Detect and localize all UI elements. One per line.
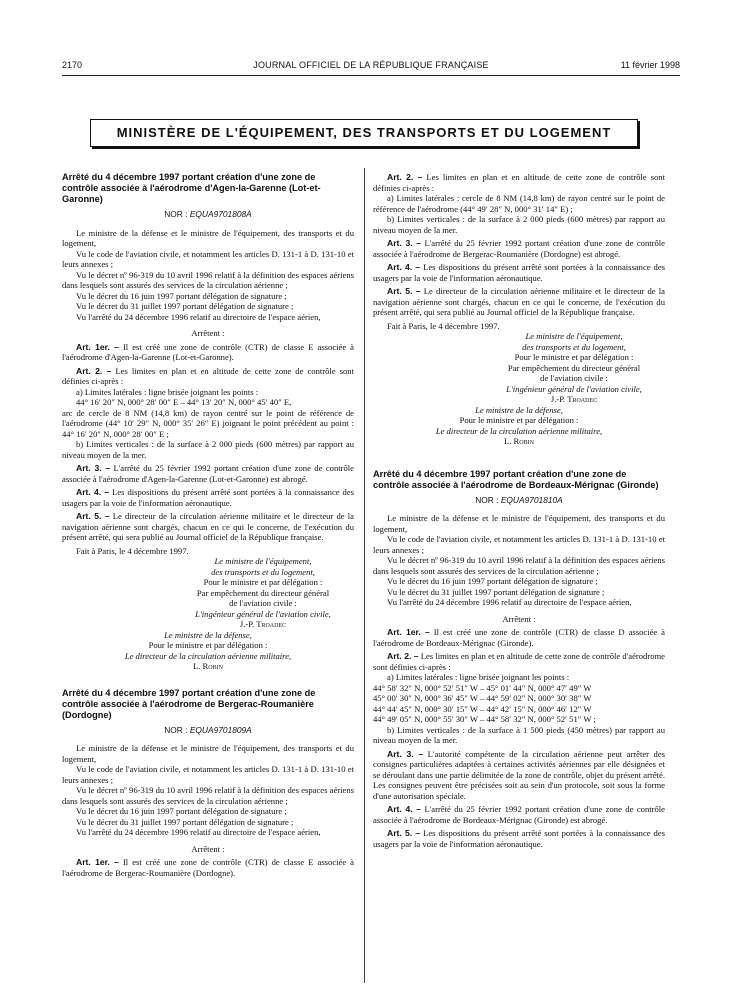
visa: Vu le code de l'aviation civile, et notamment les articles D. 131-1 à D. 131-10 et leurs annexes ; <box>373 534 665 555</box>
article-3: Art. 3. – L'autorité compétente de la circulation aérienne peut arrêter des consignes particulières adaptées à certaines activités aériennes par elle désignées et se déroulant dans une partie délimitée de la zone de contrôle, objet du présent arrêté. Les consignes peuvent être précisées soit au sein d'un protocole, soit sous la forme d'une autorisation spéciale. <box>373 748 665 801</box>
article-5: Art. 5. – Le directeur de la circulation aérienne militaire et le directeur de la navigation aérienne sont chargés, chacun en ce qui le concerne, de l'exécution du présent arrêté, qui sera publié au Journal officiel de la République française. <box>62 511 354 542</box>
signatory-line: Le ministre de la défense, <box>164 629 252 640</box>
signatory-line: Pour le ministre et par délégation : <box>459 415 579 425</box>
signatory-name: J.-P. Troadec <box>239 619 287 629</box>
signatory-line: Le directeur de la circulation aérienne militaire, <box>124 650 292 661</box>
visa: Vu le décret nº 96-319 du 10 avril 1996 relatif à la définition des espaces aériens dans lesquels sont assurés des services de la circulation aérienne ; <box>62 269 354 290</box>
signatory-line: Pour le ministre et par délégation : <box>514 352 634 362</box>
left-column <box>62 172 354 878</box>
header-rule <box>62 75 680 76</box>
article-5: Art. 5. – Le directeur de la circulation aérienne militaire et le directeur de la navigation aérienne sont chargés, chacun en ce qui le concerne, de l'exécution du présent arrêté, qui sera publié au Journal officiel de la République française. <box>373 286 665 317</box>
decree-title-bordeaux: Arrêté du 4 décembre 1997 portant création d'une zone de contrôle associée à l'aérodrome de Bordeaux-Mérignac (Gironde) <box>373 468 659 490</box>
visa: Vu l'arrêté du 24 décembre 1996 relatif au directoire de l'espace aérien, <box>387 597 632 607</box>
page-number: 2170 <box>62 60 83 70</box>
visa: Vu le décret du 16 juin 1997 portant délégation de signature ; <box>76 806 287 816</box>
visa: Vu le code de l'aviation civile, et notamment les articles D. 131-1 à D. 131-10 et leurs annexes ; <box>62 248 354 269</box>
visa: Vu le décret du 31 juillet 1997 portant délégation de signature ; <box>387 586 605 597</box>
signature-date: Fait à Paris, le 4 décembre 1997. <box>76 545 189 556</box>
visa: Vu le décret du 31 juillet 1997 portant délégation de signature ; <box>76 301 294 311</box>
visa: Vu le décret nº 96-319 du 10 avril 1996 relatif à la définition des espaces aériens dans lesquels sont assurés des services de la circulation aérienne ; <box>62 785 354 806</box>
signatory-line: Le directeur de la circulation aérienne militaire, <box>435 425 603 436</box>
signatory-line: Par empêchement du directeur général <box>507 362 641 373</box>
lateral-limits: a) Limites latérales : ligne brisée joignant les points : <box>76 386 259 397</box>
signatory-line: de l'aviation civile : <box>540 373 608 383</box>
coordinates: 44° 44′ 45″ N, 000° 30′ 15″ W – 44° 42′ 15″ N, 000° 46′ 12″ W <box>373 703 592 714</box>
article-4: Art. 4. – Les dispositions du présent arrêté sont portées à la connaissance des usagers par la voie de l'information aéronautique. <box>373 262 665 283</box>
decree-title-agen: Arrêté du 4 décembre 1997 portant création d'une zone de contrôle associée à l'aérodrome d'Agen-la-Garenne (Lot-et-Garonne) <box>62 172 321 204</box>
article-1: Art. 1er. – Il est créé une zone de contrôle (CTR) de classe E associée à l'aérodrome d'Agen-la-Garenne (Lot-et-Garonne). <box>62 341 354 362</box>
vertical-limits: b) Limites verticales : de la surface à 2 000 pieds (600 mètres) par rapport au niveau moyen de la mer. <box>62 439 354 460</box>
signatory-name: J.-P. Troadec <box>550 394 598 404</box>
coordinates: 44° 58′ 32″ N, 000° 52′ 51″ W – 45° 01′ 44″ N, 000° 47′ 49″ W <box>373 682 592 693</box>
issue-date: 11 février 1998 <box>620 60 680 70</box>
right-column <box>373 172 665 849</box>
signatory-line: de l'aviation civile : <box>229 598 297 608</box>
signatory-line: Pour le ministre et par délégation : <box>148 640 268 650</box>
signatory-line: Le ministre de la défense, <box>475 404 563 415</box>
ministry-heading: MINISTÈRE DE L'ÉQUIPEMENT, DES TRANSPORTS ET DU LOGEMENT <box>90 119 638 147</box>
lateral-limits: a) Limites latérales : cercle de 8 NM (14,8 km) de rayon centré sur le point de référence de l'aérodrome (44° 49′ 28″ N, 000° 31′ 14″ E) ; <box>373 193 665 214</box>
visa: Vu le décret du 31 juillet 1997 portant délégation de signature ; <box>76 816 294 827</box>
preamble: Le ministre de la défense et le ministre de l'équipement, des transports et du logement, <box>62 743 354 764</box>
nor-reference: NOR : EQUA9701810A <box>475 494 563 505</box>
preamble: Le ministre de la défense et le ministre de l'équipement, des transports et du logement, <box>373 513 665 534</box>
preamble: Le ministre de la défense et le ministre de l'équipement, des transports et du logement, <box>62 227 354 248</box>
signature-date: Fait à Paris, le 4 décembre 1997. <box>387 320 500 331</box>
article-3: Art. 3. – L'arrêté du 25 février 1992 portant création d'une zone de contrôle associée à l'aérodrome de Bergerac-Roumanière (Dordogne) est abrogé. <box>373 238 665 259</box>
article-4: Art. 4. – L'arrêté du 25 février 1992 portant création d'une zone de contrôle associée à l'aérodrome de Bordeaux-Mérignac (Gironde) est abrogé. <box>373 804 665 825</box>
arretent: Arrêtent : <box>502 613 536 624</box>
visa: Vu le décret du 16 juin 1997 portant délégation de signature ; <box>387 576 598 586</box>
vertical-limits: b) Limites verticales : de la surface à 2 000 pieds (600 mètres) par rapport au niveau moyen de la mer. <box>373 214 665 235</box>
arc-description: arc de cercle de 8 NM (14,8 km) de rayon centré sur le point de référence de l'aérodrome (44° 10′ 29″ N, 000° 35′ 26″ E) joignant le point précédent au point : 44° 16′ 20″ N, 000° 28′ 00″ E ; <box>62 407 354 439</box>
signatory-line: Le ministre de l'équipement, <box>214 556 312 566</box>
arretent: Arrêtent : <box>191 328 225 338</box>
article-2: Art. 2. – Les limites en plan et en altitude de cette zone de contrôle sont définies ci-après : <box>62 365 354 386</box>
article-5: Art. 5. – Les dispositions du présent arrêté sont portées à la connaissance des usagers par la voie de l'information aéronautique. <box>373 828 665 849</box>
signatory-name: L. Robin <box>504 436 534 446</box>
article-1: Art. 1er. – Il est créé une zone de contrôle (CTR) de classe E associée à l'aérodrome de Bergerac-Roumanière (Dordogne). <box>62 857 354 878</box>
signatory-line: L'ingénieur général de l'aviation civile, <box>195 608 331 619</box>
signatory-line: Le ministre de l'équipement, <box>525 331 623 341</box>
lateral-limits: a) Limites latérales : ligne brisée joignant les points : <box>387 672 570 682</box>
signatory-line: Pour le ministre et par délégation : <box>203 577 323 587</box>
visa: Vu l'arrêté du 24 décembre 1996 relatif au directoire de l'espace aérien, <box>76 311 321 322</box>
page-header <box>62 60 680 74</box>
signatory-line: L'ingénieur général de l'aviation civile, <box>506 383 642 394</box>
arretent: Arrêtent : <box>191 843 225 854</box>
visa: Vu le code de l'aviation civile, et notamment les articles D. 131-1 à D. 131-10 et leurs annexes ; <box>62 764 354 785</box>
visa: Vu le décret du 16 juin 1997 portant délégation de signature ; <box>76 290 287 301</box>
signatory-line: des transports et du logement, <box>522 341 626 352</box>
article-2: Art. 2. – Les limites en plan et en altitude de cette zone de contrôle d'aérodrome sont définies ci-après : <box>373 651 665 672</box>
visa: Vu l'arrêté du 24 décembre 1996 relatif au directoire de l'espace aérien, <box>76 827 321 837</box>
article-4: Art. 4. – Les dispositions du présent arrêté sont portées à la connaissance des usagers par la voie de l'information aéronautique. <box>62 487 354 508</box>
nor-reference: NOR : EQUA9701808A <box>164 209 252 219</box>
article-2: Art. 2. – Les limites en plan et en altitude de cette zone de contrôle sont définies ci-après : <box>373 172 665 193</box>
nor-reference: NOR : EQUA9701809A <box>164 724 252 735</box>
coordinates: 44° 16′ 20″ N, 000° 28′ 00″ E – 44° 13′ 20″ N, 000° 45′ 40″ E, <box>76 397 292 407</box>
visa: Vu le décret nº 96-319 du 10 avril 1996 relatif à la définition des espaces aériens dans lesquels sont assurés des services de la circulation aérienne ; <box>373 555 665 576</box>
signatory-name: L. Robin <box>193 661 223 671</box>
column-divider <box>364 168 365 983</box>
journal-title: JOURNAL OFFICIEL DE LA RÉPUBLIQUE FRANÇAISE <box>253 60 489 70</box>
coordinates: 44° 49′ 05″ N, 000° 55′ 30″ W – 44° 58′ 32″ N, 000° 52′ 51″ W ; <box>373 714 596 724</box>
signatory-line: des transports et du logement, <box>211 566 315 577</box>
decree-title-bergerac: Arrêté du 4 décembre 1997 portant création d'une zone de contrôle associée à l'aérodrome de Bergerac-Roumanière (Dordogne) <box>62 687 316 720</box>
article-3: Art. 3. – L'arrêté du 25 février 1992 portant création d'une zone de contrôle associée à l'aérodrome d'Agen-la-Garenne (Lot-et-Garonne) est abrogé. <box>62 463 354 484</box>
article-1: Art. 1er. – Il est créé une zone de contrôle (CTR) de classe D associée à l'aérodrome de Bordeaux-Mérignac (Gironde). <box>373 627 665 648</box>
vertical-limits: b) Limites verticales : de la surface à 1 500 pieds (450 mètres) par rapport au niveau moyen de la mer. <box>373 724 665 745</box>
signatory-line: Par empêchement du directeur général <box>196 587 330 598</box>
coordinates: 45° 00′ 30″ N, 000° 36′ 45″ W – 44° 59′ 02″ N, 000° 30′ 38″ W <box>373 693 592 703</box>
